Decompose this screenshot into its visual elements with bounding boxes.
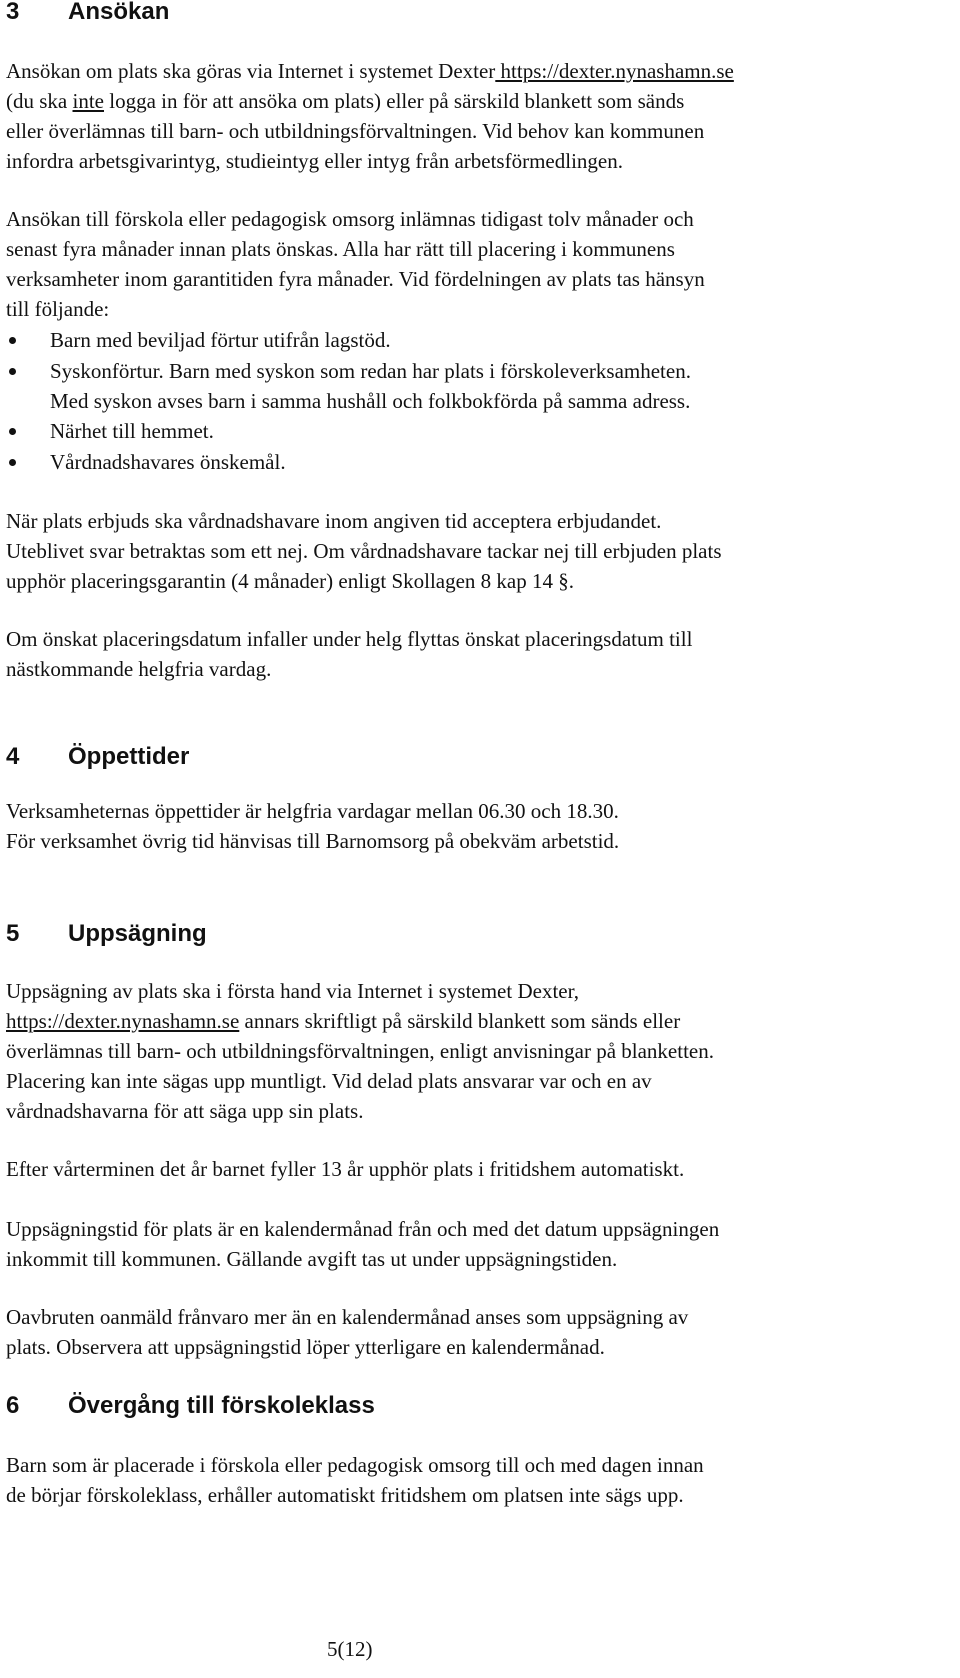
paragraph-line: Uteblivet svar betraktas som ett nej. Om vårdnadshavare tackar nej till erbjuden plats [6, 539, 722, 563]
paragraph-line: För verksamhet övrig tid hänvisas till Barnomsorg på obekväm arbetstid. [6, 829, 620, 853]
bullet-icon [9, 368, 16, 375]
section-title: Övergång till förskoleklass [68, 1392, 375, 1419]
paragraph-line: överlämnas till barn- och utbildningsförvaltningen, enligt anvisningar på blanketten. [6, 1039, 714, 1063]
section-title: Uppsägning [68, 920, 207, 947]
bullet-text: Närhet till hemmet. [50, 419, 214, 443]
paragraph-line: eller överlämnas till barn- och utbildningsförvaltningen. Vid behov kan kommunen [6, 119, 705, 143]
paragraph-line: Placering kan inte sägas upp muntligt. Vid delad plats ansvarar var och en av [6, 1069, 652, 1093]
paragraph-line: plats. Observera att uppsägningstid löper ytterligare en kalendermånad. [6, 1335, 605, 1359]
paragraph-line [6, 56, 734, 87]
section-5-heading [6, 920, 207, 948]
paragraph-line: Ansökan till förskola eller pedagogisk omsorg inlämnas tidigast tolv månader och [6, 207, 694, 231]
paragraph-line: infordra arbetsgivarintyg, studieintyg eller intyg från arbetsförmedlingen. [6, 149, 623, 173]
paragraph-line: Uppsägningstid för plats är en kalendermånad från och med det datum uppsägningen [6, 1217, 720, 1241]
bullet-text: Vårdnadshavares önskemål. [50, 450, 286, 474]
section-number: 6 [6, 1392, 20, 1419]
section-6-heading [6, 1392, 375, 1420]
bullet-icon [9, 459, 16, 466]
paragraph-line [6, 1006, 680, 1037]
dexter-link[interactable]: https://dexter.nynashamn.se [6, 1009, 240, 1033]
paragraph-line: Om önskat placeringsdatum infaller under helg flyttas önskat placeringsdatum till [6, 627, 693, 651]
paragraph-line: inkommit till kommunen. Gällande avgift tas ut under uppsägningstiden. [6, 1247, 618, 1271]
paragraph-line: När plats erbjuds ska vårdnadshavare inom angiven tid acceptera erbjudandet. [6, 509, 662, 533]
text-span: annars skriftligt på särskild blankett som sänds eller [239, 1009, 681, 1033]
paragraph-line: vårdnadshavarna för att säga upp sin plats. [6, 1099, 364, 1123]
bullet-icon [9, 428, 16, 435]
paragraph-line: Barn som är placerade i förskola eller pedagogisk omsorg till och med dagen innan [6, 1453, 704, 1477]
underlined-word: inte [72, 89, 104, 113]
text-span: Ansökan om plats ska göras via Internet i systemet Dexter [6, 59, 496, 83]
page-number: 5(12) [327, 1637, 373, 1661]
section-number: 5 [6, 920, 20, 947]
paragraph-line: Verksamheternas öppettider är helgfria vardagar mellan 06.30 och 18.30. [6, 799, 619, 823]
paragraph-line: till följande: [6, 297, 110, 321]
section-number: 4 [6, 743, 20, 770]
paragraph-line: upphör placeringsgarantin (4 månader) enligt Skollagen 8 kap 14 §. [6, 569, 575, 593]
bullet-icon [9, 337, 16, 344]
dexter-link[interactable]: https://dexter.nynashamn.se [495, 59, 734, 83]
text-span: logga in för att ansöka om plats) eller på särskild blankett som sänds [104, 89, 685, 113]
section-title: Öppettider [68, 743, 190, 770]
paragraph-line: verksamheter inom garantitiden fyra månader. Vid fördelningen av plats tas hänsyn [6, 267, 705, 291]
bullet-text: Med syskon avses barn i samma hushåll och folkbokförda på samma adress. [50, 389, 691, 413]
bullet-text: Syskonförtur. Barn med syskon som redan har plats i förskoleverksamheten. [50, 359, 691, 383]
section-title: Ansökan [68, 0, 170, 25]
text-span: (du ska [6, 89, 73, 113]
paragraph-line: de börjar förskoleklass, erhåller automatiskt fritidshem om platsen inte sägs upp. [6, 1483, 684, 1507]
section-4-heading [6, 743, 189, 771]
paragraph-line [6, 86, 684, 117]
section-3-heading [6, 0, 169, 26]
paragraph-line: Oavbruten oanmäld frånvaro mer än en kalendermånad anses som uppsägning av [6, 1305, 689, 1329]
paragraph-line: senast fyra månader innan plats önskas. Alla har rätt till placering i kommunens [6, 237, 675, 261]
paragraph-line: Uppsägning av plats ska i första hand via Internet i systemet Dexter, [6, 979, 580, 1003]
section-number: 3 [6, 0, 20, 25]
bullet-text: Barn med beviljad förtur utifrån lagstöd. [50, 328, 391, 352]
paragraph-line: Efter vårterminen det år barnet fyller 13 år upphör plats i fritidshem automatiskt. [6, 1157, 685, 1181]
paragraph-line: nästkommande helgfria vardag. [6, 657, 272, 681]
